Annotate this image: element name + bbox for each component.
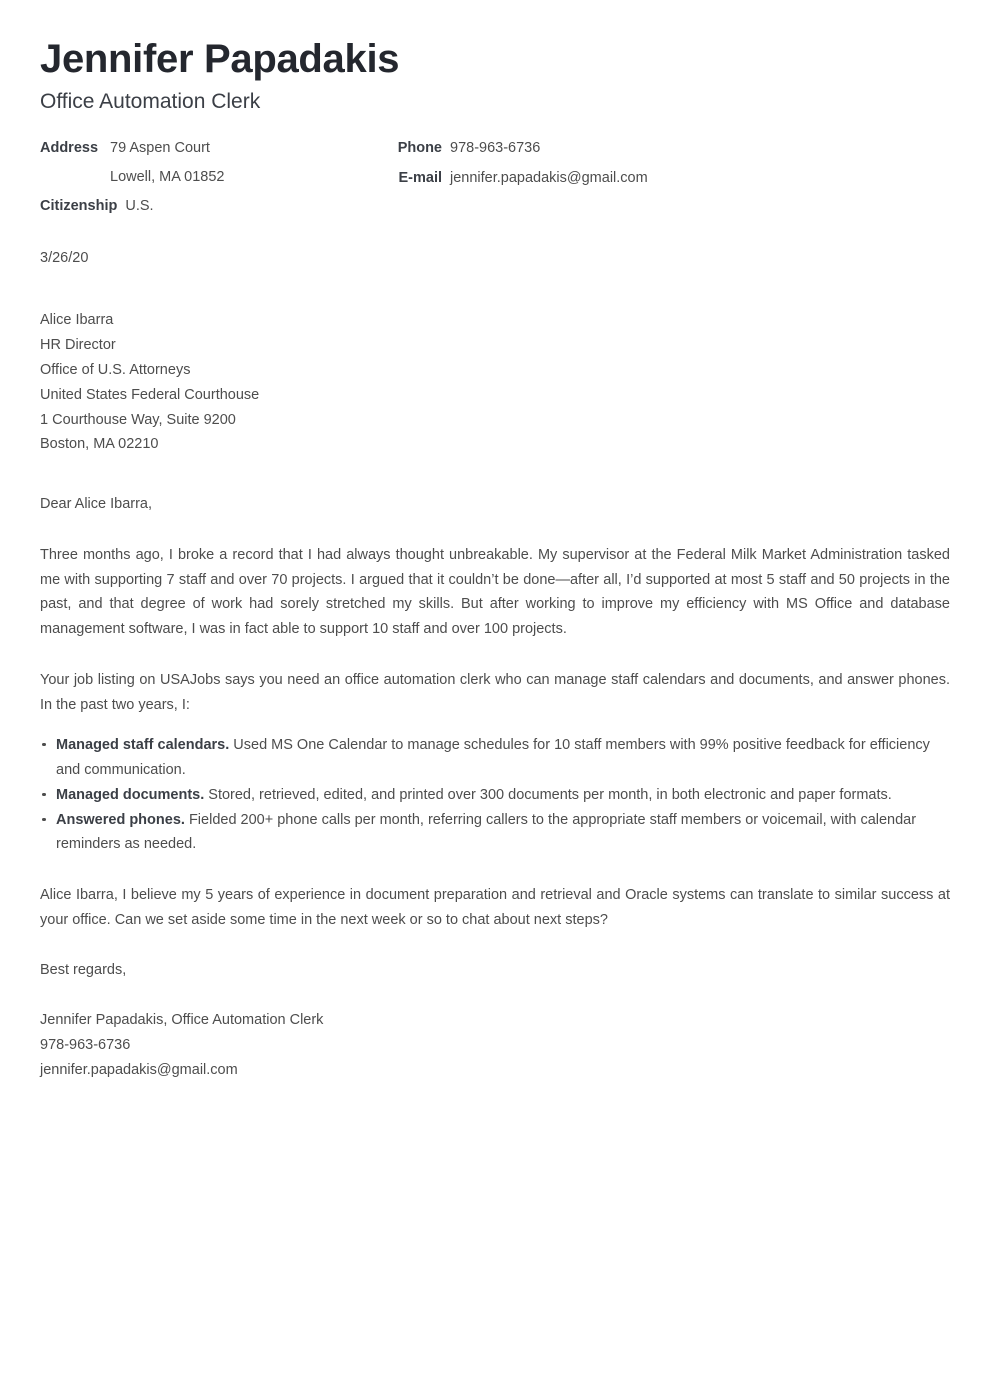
body-paragraph-3: Alice Ibarra, I believe my 5 years of experience in document preparation and retrieval and Oracle systems can translate to similar success at your office. Can we set aside some time in the next week or so to chat about next steps? [40,887,950,929]
citizenship-row [40,196,385,217]
bullet-lead: Answered phones. [56,811,185,828]
letter-date: 3/26/20 [40,250,89,267]
contact-details [40,138,950,226]
bullet-text: Used MS One Calendar to manage schedules for 10 staff members with 99% positive feedback for efficiency and communication. [56,736,930,778]
recipient-line: Office of U.S. Attorneys [40,361,191,378]
signature-phone: 978-963-6736 [40,1037,131,1054]
applicant-name: Jennifer Papadakis [40,37,400,81]
list-item [40,733,950,783]
bullet-lead: Managed documents. [56,786,205,803]
signature-name: Jennifer Papadakis, Office Automation Clerk [40,1012,324,1029]
applicant-job-title: Office Automation Clerk [40,89,261,113]
list-item [40,783,950,808]
address-line-2: Lowell, MA 01852 [110,169,225,185]
bullet-lead: Managed staff calendars. [56,736,230,753]
list-item [40,808,950,858]
address-line-1: 79 Aspen Court [110,139,210,156]
address-row [40,138,385,159]
recipient-address-block [40,308,950,458]
signature-email: jennifer.papadakis@gmail.com [40,1062,238,1079]
recipient-line: 1 Courthouse Way, Suite 9200 [40,411,236,428]
phone-row [385,138,950,159]
contact-column-right [385,138,950,198]
email-value: jennifer.papadakis@gmail.com [450,170,648,186]
contact-column-left [40,138,385,226]
phone-label: Phone [397,139,442,156]
recipient-line: Boston, MA 02210 [40,436,159,453]
citizenship-label: Citizenship [40,198,118,215]
recipient-line: Alice Ibarra [40,311,114,328]
closing-line: Best regards, [40,962,127,979]
salutation: Dear Alice Ibarra, [40,496,153,513]
bullet-text: Stored, retrieved, edited, and printed over 300 documents per month, in both electronic and paper formats. [204,786,892,803]
body-paragraph-2: Your job listing on USAJobs says you need an office automation clerk who can manage staff calendars and documents, and answer phones. In the past two years, I: [40,672,950,714]
citizenship-value: U.S. [125,198,154,215]
bullet-text: Fielded 200+ phone calls per month, referring callers to the appropriate staff members or voicemail, with calendar reminders as needed. [56,811,917,853]
email-row [385,168,950,189]
recipient-line: HR Director [40,336,116,353]
phone-value: 978-963-6736 [450,139,541,156]
email-label: E-mail [398,170,442,186]
address-row-continued [40,167,385,188]
achievement-bullet-list [40,733,950,858]
address-label: Address [40,139,99,156]
body-paragraph-1: Three months ago, I broke a record that I had always thought unbreakable. My supervisor at the Federal Milk Market Administration tasked me with supporting 7 staff and over 70 projects. I argued that it couldn’t be done—after all, I’d supported at most 5 staff and 50 projects in the past, and that degree of work had sorely stretched my skills. But after working to improve my efficiency with MS Office and database management software, I was in fact able to support 10 staff and over 100 projects. [40,546,950,638]
signature-block [40,1008,950,1083]
recipient-line: United States Federal Courthouse [40,386,260,403]
